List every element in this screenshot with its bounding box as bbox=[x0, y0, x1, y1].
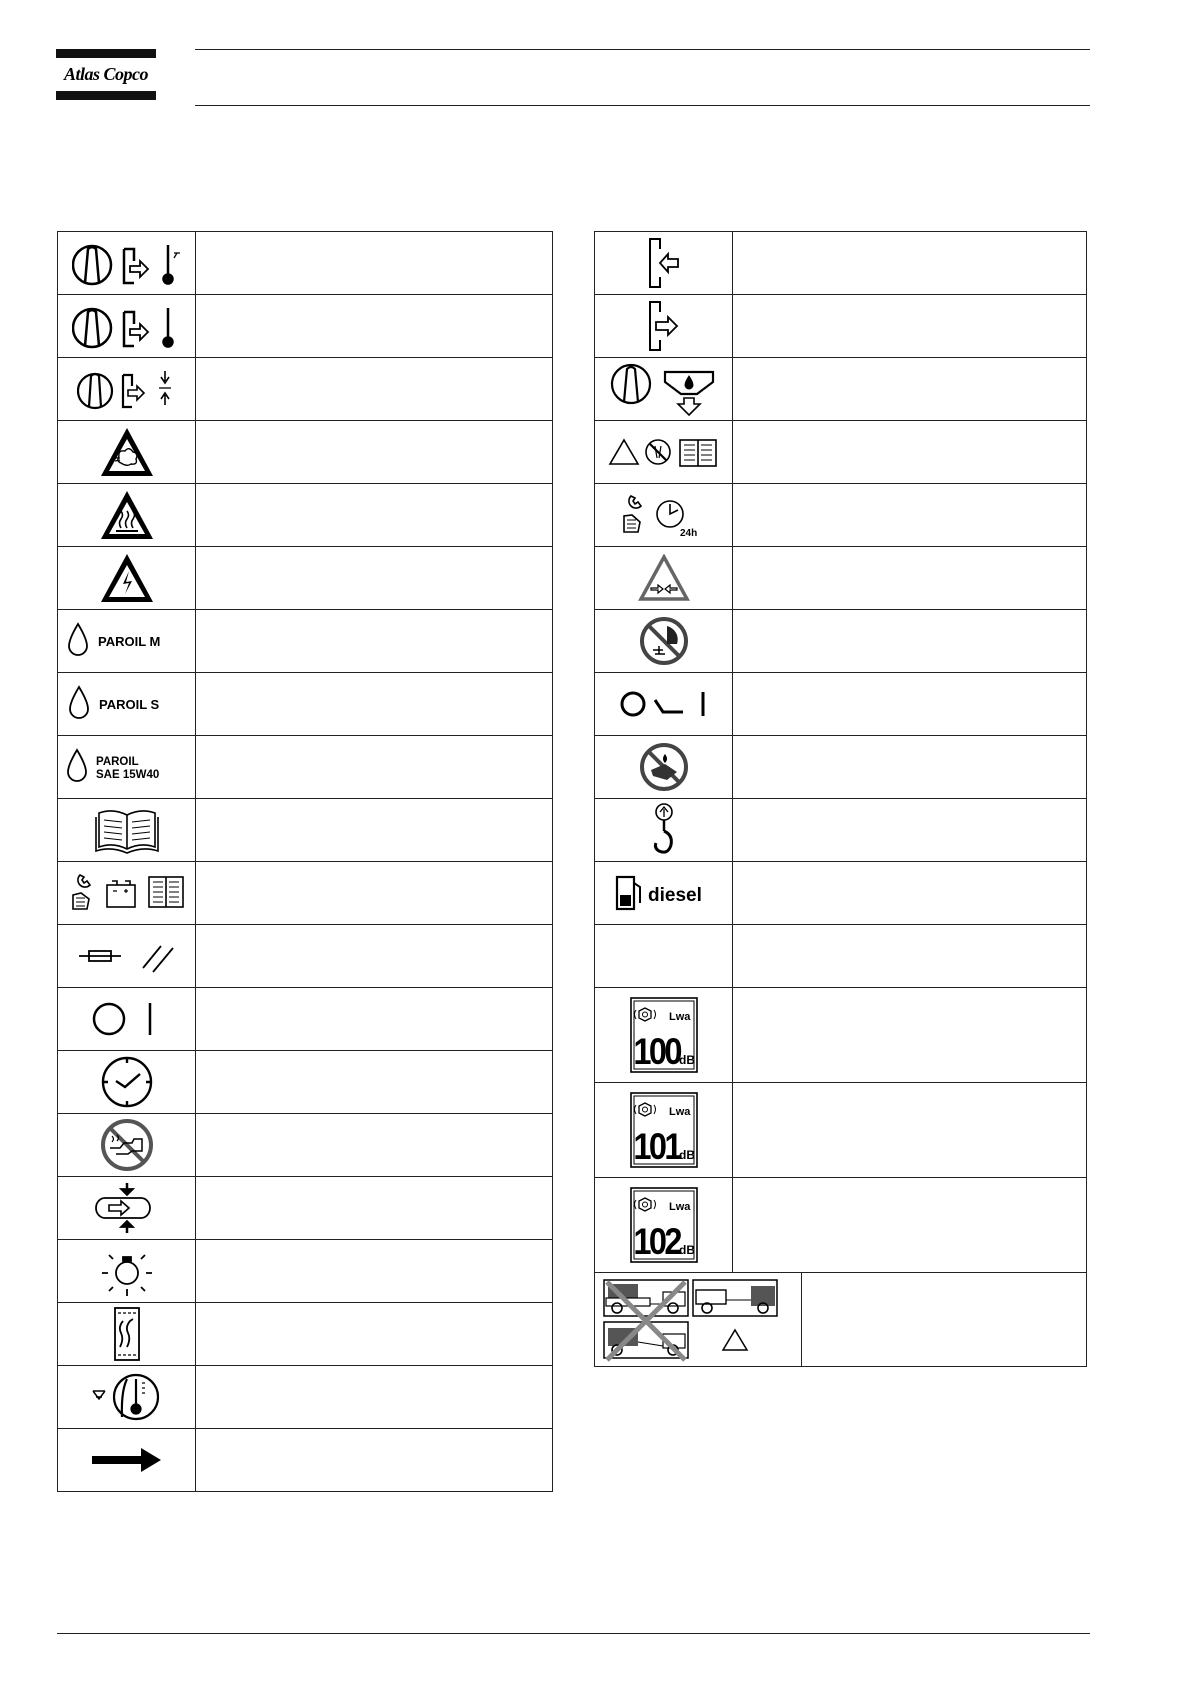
instruction-manual-icon bbox=[93, 805, 161, 855]
table-row bbox=[595, 862, 1087, 925]
table-row bbox=[595, 988, 1087, 1083]
off-start-on-switch-icon bbox=[617, 686, 711, 722]
engine-temperature-icon bbox=[89, 1371, 165, 1423]
lifting-hook-icon bbox=[647, 801, 681, 859]
table-row bbox=[595, 610, 1087, 673]
symbol-description bbox=[733, 736, 1087, 799]
sound-power-101db-icon bbox=[629, 1091, 699, 1169]
symbol-description bbox=[733, 1083, 1087, 1178]
symbol-description bbox=[196, 1429, 553, 1492]
compressor-outlet-temperature-icon bbox=[72, 239, 182, 287]
compressor-oil-drain-icon bbox=[609, 360, 719, 418]
symbol-description bbox=[733, 610, 1087, 673]
symbol-description bbox=[196, 799, 553, 862]
symbol-description bbox=[196, 862, 553, 925]
direction-arrow-icon bbox=[89, 1445, 165, 1475]
symbol-description bbox=[196, 1114, 553, 1177]
table-row bbox=[595, 547, 1087, 610]
compressor-outlet-pressure-icon bbox=[77, 367, 177, 411]
pressure-warning-icon bbox=[638, 554, 690, 602]
lwa-label: Lwa bbox=[668, 1011, 690, 1023]
battery-service-manual-icon bbox=[67, 871, 187, 915]
table-row bbox=[58, 1240, 553, 1303]
table-row bbox=[58, 799, 553, 862]
header-rule-top bbox=[195, 49, 1090, 50]
table-row bbox=[58, 358, 553, 421]
sound-power-102db-icon bbox=[629, 1186, 699, 1264]
table-row bbox=[58, 1114, 553, 1177]
table-row bbox=[58, 1366, 553, 1429]
logo-bar-top bbox=[56, 49, 156, 58]
regulator-icon bbox=[109, 1305, 145, 1363]
read-manual-warning-icon bbox=[608, 432, 720, 472]
table-row bbox=[58, 547, 553, 610]
noise-level-value: 102 bbox=[632, 1221, 680, 1263]
symbol-description bbox=[196, 1051, 553, 1114]
symbol-description bbox=[196, 484, 553, 547]
table-row bbox=[58, 925, 553, 988]
table-row bbox=[58, 988, 553, 1051]
table-row bbox=[595, 925, 1087, 988]
symbol-description bbox=[733, 988, 1087, 1083]
table-row bbox=[58, 295, 553, 358]
symbol-description bbox=[196, 1177, 553, 1240]
db-label: dB bbox=[678, 1243, 695, 1257]
symbol-description bbox=[733, 862, 1087, 925]
hot-surface-warning-icon bbox=[98, 488, 156, 542]
lwa-label: Lwa bbox=[668, 1201, 690, 1213]
no-battery-flame-icon bbox=[637, 740, 691, 794]
empty-symbol-cell bbox=[595, 925, 733, 988]
service-24h-icon bbox=[618, 490, 710, 540]
towing-position-icon bbox=[603, 1278, 793, 1362]
table-row bbox=[595, 1083, 1087, 1178]
electrical-hazard-warning-icon bbox=[98, 551, 156, 605]
table-row bbox=[595, 232, 1087, 295]
symbol-description bbox=[733, 484, 1087, 547]
symbol-description bbox=[196, 673, 553, 736]
symbol-description bbox=[196, 1366, 553, 1429]
symbol-description bbox=[733, 358, 1087, 421]
symbol-description bbox=[802, 1273, 1087, 1367]
symbol-description bbox=[733, 547, 1087, 610]
db-label: dB bbox=[678, 1148, 695, 1162]
atlas-copco-logo bbox=[56, 49, 156, 100]
table-row bbox=[58, 1177, 553, 1240]
oil-label-paroil: PAROIL bbox=[96, 756, 139, 768]
symbol-description bbox=[196, 925, 553, 988]
symbol-description bbox=[196, 358, 553, 421]
lwa-label: Lwa bbox=[668, 1106, 690, 1118]
symbols-table-right bbox=[594, 231, 1087, 1367]
logo-bar-bottom bbox=[56, 91, 156, 100]
no-steam-cleaning-icon bbox=[98, 1116, 156, 1174]
symbol-description bbox=[196, 547, 553, 610]
symbol-description bbox=[733, 673, 1087, 736]
oil-drop-paroil-s-icon bbox=[64, 682, 189, 726]
table-row bbox=[58, 673, 553, 736]
table-row bbox=[595, 1178, 1087, 1273]
db-label: dB bbox=[678, 1053, 695, 1067]
table-row bbox=[58, 1303, 553, 1366]
fuse-icon bbox=[77, 936, 177, 976]
diesel-label: diesel bbox=[647, 885, 702, 906]
air-outlet-icon bbox=[644, 298, 684, 354]
sound-power-100db-icon bbox=[629, 996, 699, 1074]
symbol-description bbox=[733, 799, 1087, 862]
symbols-table-left bbox=[57, 231, 553, 1492]
noise-level-value: 100 bbox=[632, 1031, 680, 1073]
diesel-fuel-icon bbox=[614, 873, 714, 913]
symbol-description bbox=[733, 421, 1087, 484]
oil-label-paroil-s: PAROIL S bbox=[99, 697, 160, 712]
no-towing-while-running-icon bbox=[637, 614, 691, 668]
service-interval-label: 24h bbox=[679, 528, 697, 539]
air-filter-icon bbox=[95, 1181, 159, 1235]
table-row bbox=[595, 736, 1087, 799]
table-row bbox=[595, 673, 1087, 736]
table-row bbox=[595, 799, 1087, 862]
symbol-description bbox=[196, 1303, 553, 1366]
oil-label-sae: SAE 15W40 bbox=[96, 769, 160, 781]
header-rule-bottom bbox=[195, 105, 1090, 106]
symbol-description bbox=[733, 925, 1087, 988]
table-row bbox=[595, 421, 1087, 484]
oil-label-paroil-m: PAROIL M bbox=[98, 634, 161, 649]
symbol-description bbox=[733, 232, 1087, 295]
logo-wordmark: Atlas Copco bbox=[63, 64, 148, 84]
symbol-description bbox=[196, 1240, 553, 1303]
table-row bbox=[58, 484, 553, 547]
symbol-description bbox=[196, 421, 553, 484]
symbol-description bbox=[196, 232, 553, 295]
symbol-description bbox=[733, 1178, 1087, 1273]
table-row bbox=[595, 358, 1087, 421]
clock-icon bbox=[99, 1054, 155, 1110]
table-row bbox=[595, 1273, 1087, 1367]
table-row bbox=[58, 610, 553, 673]
table-row bbox=[58, 1051, 553, 1114]
air-inlet-icon bbox=[644, 235, 684, 291]
table-row bbox=[58, 1429, 553, 1492]
compressor-outlet-temperature-high-icon bbox=[72, 302, 182, 350]
symbol-description bbox=[196, 295, 553, 358]
lamp-icon bbox=[99, 1243, 155, 1299]
noise-level-value: 101 bbox=[632, 1126, 680, 1168]
table-row bbox=[58, 232, 553, 295]
table-row bbox=[595, 295, 1087, 358]
oil-drop-paroil-sae-icon bbox=[64, 745, 189, 789]
symbol-description bbox=[196, 736, 553, 799]
off-on-switch-icon bbox=[87, 997, 167, 1041]
oil-drop-paroil-m-icon bbox=[64, 619, 189, 663]
table-row bbox=[595, 484, 1087, 547]
table-row bbox=[58, 862, 553, 925]
compressed-air-warning-icon bbox=[98, 425, 156, 479]
table-row bbox=[58, 421, 553, 484]
footer-rule bbox=[57, 1633, 1090, 1634]
symbol-description bbox=[196, 988, 553, 1051]
symbol-description bbox=[196, 610, 553, 673]
table-row bbox=[58, 736, 553, 799]
symbol-description bbox=[733, 295, 1087, 358]
